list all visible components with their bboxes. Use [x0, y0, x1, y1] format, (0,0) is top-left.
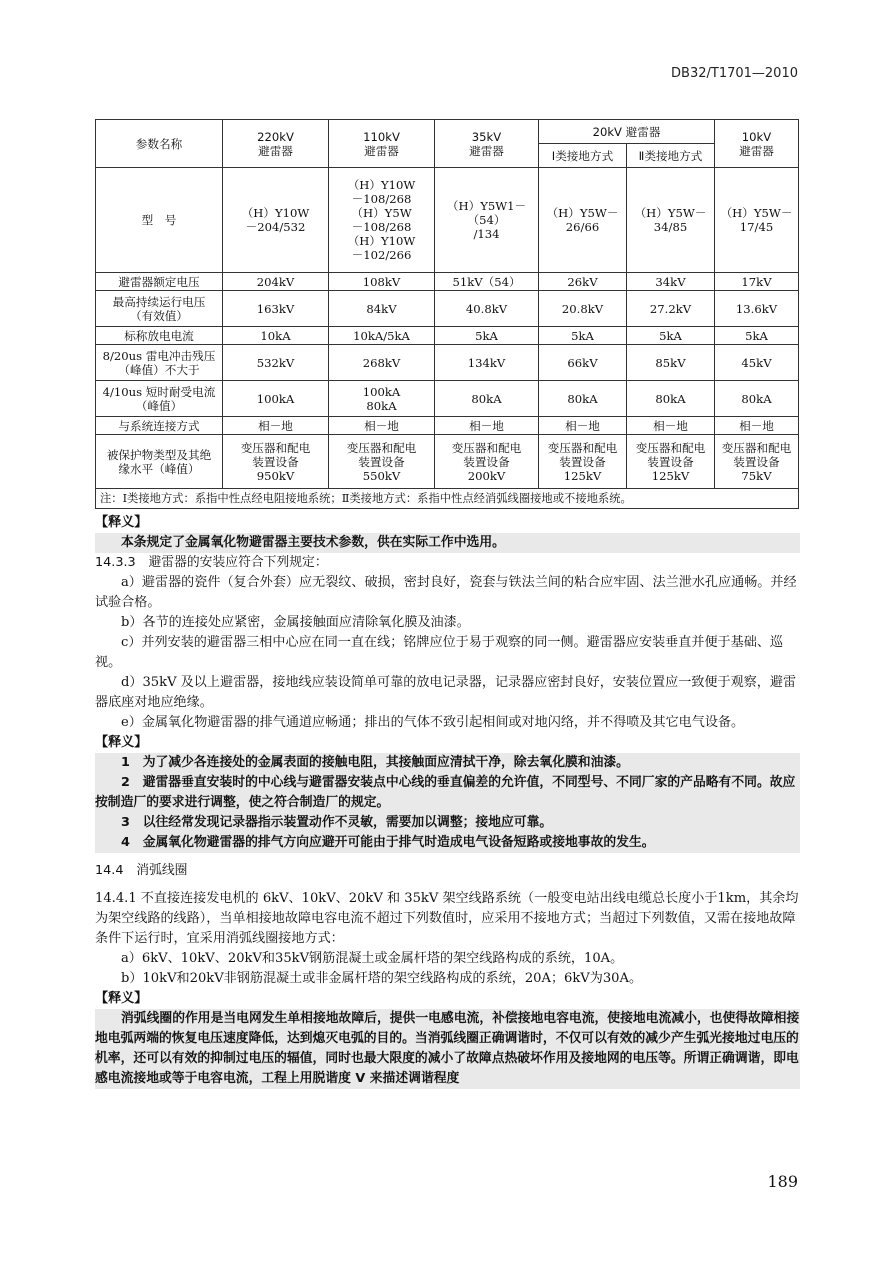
table-cell: 13.6kV [715, 291, 799, 327]
table-note: 注：Ⅰ类接地方式：系指中性点经电阻接地系统；Ⅱ类接地方式：系指中性点经消弧线圈接地或不接地系统。 [96, 489, 799, 509]
table-cell: 532kV [223, 345, 329, 381]
section-14-4-heading: 14.4 消弧线圈 [95, 863, 188, 878]
table-cell: 相－地 [329, 417, 435, 435]
clause-list-a: a）6kV、10kV、20kV和35kV钢筋混凝土或金属杆塔的架空线路构成的系统，10A。 [121, 951, 624, 966]
body-text [95, 513, 800, 1089]
row-label: 被保护物类型及其绝 缘水平（峰值） [96, 435, 223, 489]
shiyi-heading: 【释义】 [95, 515, 148, 530]
table-cell: 80kA [435, 381, 539, 417]
table-cell: 5kA [435, 327, 539, 345]
table-cell: 相－地 [435, 417, 539, 435]
header-20kv-type1: Ⅰ类接地方式 [539, 144, 627, 168]
table-cell: 66kV [539, 345, 627, 381]
table-cell: 163kV [223, 291, 329, 327]
row-label: 8/20us 雷电冲击残压 （峰值）不大于 [96, 345, 223, 381]
clause-item-d: d）35kV 及以上避雷器，接地线应装设简单可靠的放电记录器，记录器应密封良好，安装位置应一致便于观察，避雷器底座对地应绝缘。 [95, 675, 797, 710]
table-cell: 17kV [715, 273, 799, 291]
row-label: 避雷器额定电压 [96, 273, 223, 291]
table-cell: 变压器和配电 装置设备 550kV [329, 435, 435, 489]
table-cell: 268kV [329, 345, 435, 381]
header-35kv: 35kV 避雷器 [435, 120, 539, 168]
table-cell: 变压器和配电 装置设备 125kV [539, 435, 627, 489]
table-cell: 相－地 [627, 417, 715, 435]
row-label: 与系统连接方式 [96, 417, 223, 435]
table-cell: 5kA [627, 327, 715, 345]
arrester-parameter-table [95, 119, 799, 509]
table-cell: 204kV [223, 273, 329, 291]
table-cell: 10kA [223, 327, 329, 345]
table-cell: 100kA [223, 381, 329, 417]
header-param-name: 参数名称 [96, 120, 223, 168]
clause-item-e: e）金属氧化物避雷器的排气通道应畅通；排出的气体不致引起相间或对地闪络，并不得喷及其它电气设备。 [121, 715, 745, 730]
table-row [96, 345, 799, 381]
clause-list-b: b）10kV和20kV非钢筋混凝土或非金属杆塔的架空线路构成的系统，20A；6kV为30A。 [121, 971, 643, 986]
table-cell: 134kV [435, 345, 539, 381]
table-cell: 10kA/5kA [329, 327, 435, 345]
table-cell: （H）Y5W－ 34/85 [627, 168, 715, 273]
clause-14-3-3: 14.3.3 避雷器的安装应符合下列规定： [95, 555, 328, 570]
table-cell: 20.8kV [539, 291, 627, 327]
table-row [96, 327, 799, 345]
table-cell: 40.8kV [435, 291, 539, 327]
table-cell: （H）Y5W－ 26/66 [539, 168, 627, 273]
page-number: 189 [767, 1172, 798, 1191]
table-row [96, 273, 799, 291]
standard-code: DB32/T1701—2010 [671, 66, 798, 81]
table-cell: 108kV [329, 273, 435, 291]
row-label: 最高持续运行电压 （有效值） [96, 291, 223, 327]
header-110kv: 110kV 避雷器 [329, 120, 435, 168]
clause-item-a: a）避雷器的瓷件（复合外套）应无裂纹、破损，密封良好，瓷套与铁法兰间的粘合应牢固、法兰泄水孔应通畅。并经试验合格。 [95, 575, 797, 610]
shiyi-heading: 【释义】 [95, 735, 148, 750]
table-cell: 34kV [627, 273, 715, 291]
table-cell: 变压器和配电 装置设备 950kV [223, 435, 329, 489]
table-cell: 80kA [715, 381, 799, 417]
explanation-item-4: 4 金属氧化物避雷器的排气方向应避开可能由于排气时造成电气设备短路或接地事故的发生。 [95, 833, 800, 853]
table-row [96, 417, 799, 435]
table-cell: 100kA 80kA [329, 381, 435, 417]
explanation-item-1: 1 为了减少各连接处的金属表面的接触电阻，其接触面应清拭干净，除去氧化膜和油漆。 [95, 753, 800, 773]
row-label: 标称放电电流 [96, 327, 223, 345]
row-label: 4/10us 短时耐受电流 （峰值） [96, 381, 223, 417]
explanation-item-3: 3 以往经常发现记录器指示装置动作不灵敏，需要加以调整；接地应可靠。 [95, 813, 800, 833]
table-row [96, 291, 799, 327]
table-cell: 51kV（54） [435, 273, 539, 291]
table-cell: 变压器和配电 装置设备 75kV [715, 435, 799, 489]
clause-item-b: b）各节的连接处应紧密，金属接触面应清除氧化膜及油漆。 [121, 615, 470, 630]
table-cell: 变压器和配电 装置设备 200kV [435, 435, 539, 489]
table-cell: 相－地 [539, 417, 627, 435]
row-label: 型 号 [96, 168, 223, 273]
table-cell: （H）Y5W1－（54） /134 [435, 168, 539, 273]
header-20kv: 20kV 避雷器 [539, 120, 715, 144]
table-cell: 变压器和配电 装置设备 125kV [627, 435, 715, 489]
explanation-paragraph-arc-coil: 消弧线圈的作用是当电网发生单相接地故障后，提供一电感电流，补偿接地电容电流，使接地电流减小，也使得故障相接地电弧两端的恢复电压速度降低，达到熄灭电弧的目的。当消弧线圈正确调谐时，不仅可以有效的减少产生弧光接地过电压的机率，还可以有效的抑制过电压的辐值，同时也最大限度的减小了故障点热破坏作用及接地网的电压等。所谓正确调谐，即电感电流接地或等于电容电流，工程上用脱谐度 V 来描述调谐程度 [95, 1009, 800, 1089]
table-row [96, 168, 799, 273]
table-cell: 45kV [715, 345, 799, 381]
table-cell: 80kA [539, 381, 627, 417]
table-cell: 5kA [715, 327, 799, 345]
table-cell: 相－地 [715, 417, 799, 435]
table-cell: 85kV [627, 345, 715, 381]
explanation-item-2: 2 避雷器垂直安装时的中心线与避雷器安装点中心线的垂直偏差的允许值，不同型号、不同厂家的产品略有不同。故应按制造厂的要求进行调整，使之符合制造厂的规定。 [95, 773, 800, 813]
header-10kv: 10kV 避雷器 [715, 120, 799, 168]
header-20kv-type2: Ⅱ类接地方式 [627, 144, 715, 168]
table-cell: 相－地 [223, 417, 329, 435]
header-220kv: 220kV 避雷器 [223, 120, 329, 168]
shiyi-heading: 【释义】 [95, 991, 148, 1006]
clause-item-c: c）并列安装的避雷器三相中心应在同一直在线；铭牌应位于易于观察的同一侧。避雷器应安装垂直并便于基础、巡视。 [95, 635, 784, 670]
table-cell: 84kV [329, 291, 435, 327]
table-cell: （H）Y5W－ 17/45 [715, 168, 799, 273]
explanation-paragraph: 本条规定了金属氧化物避雷器主要技术参数，供在实际工作中选用。 [95, 533, 800, 553]
table-cell: 26kV [539, 273, 627, 291]
table-cell: 80kA [627, 381, 715, 417]
table-cell: （H）Y10W －108/268 （H）Y5W －108/268 （H）Y10W －102/266 [329, 168, 435, 273]
table-row [96, 435, 799, 489]
table-cell: 5kA [539, 327, 627, 345]
table-row [96, 381, 799, 417]
table-cell: （H）Y10W －204/532 [223, 168, 329, 273]
table-cell: 27.2kV [627, 291, 715, 327]
clause-14-4-1: 14.4.1 不直接连接发电机的 6kV、10kV、20kV 和 35kV 架空线路系统（一般变电站出线电缆总长度小于1km，其余均为架空线路的线路），当单相接地故障电容电流不超过下列数值时，应采用不接地方式；当超过下列数值，又需在接地故障条件下运行时，宜采用消弧线圈接地方式： [95, 891, 799, 946]
